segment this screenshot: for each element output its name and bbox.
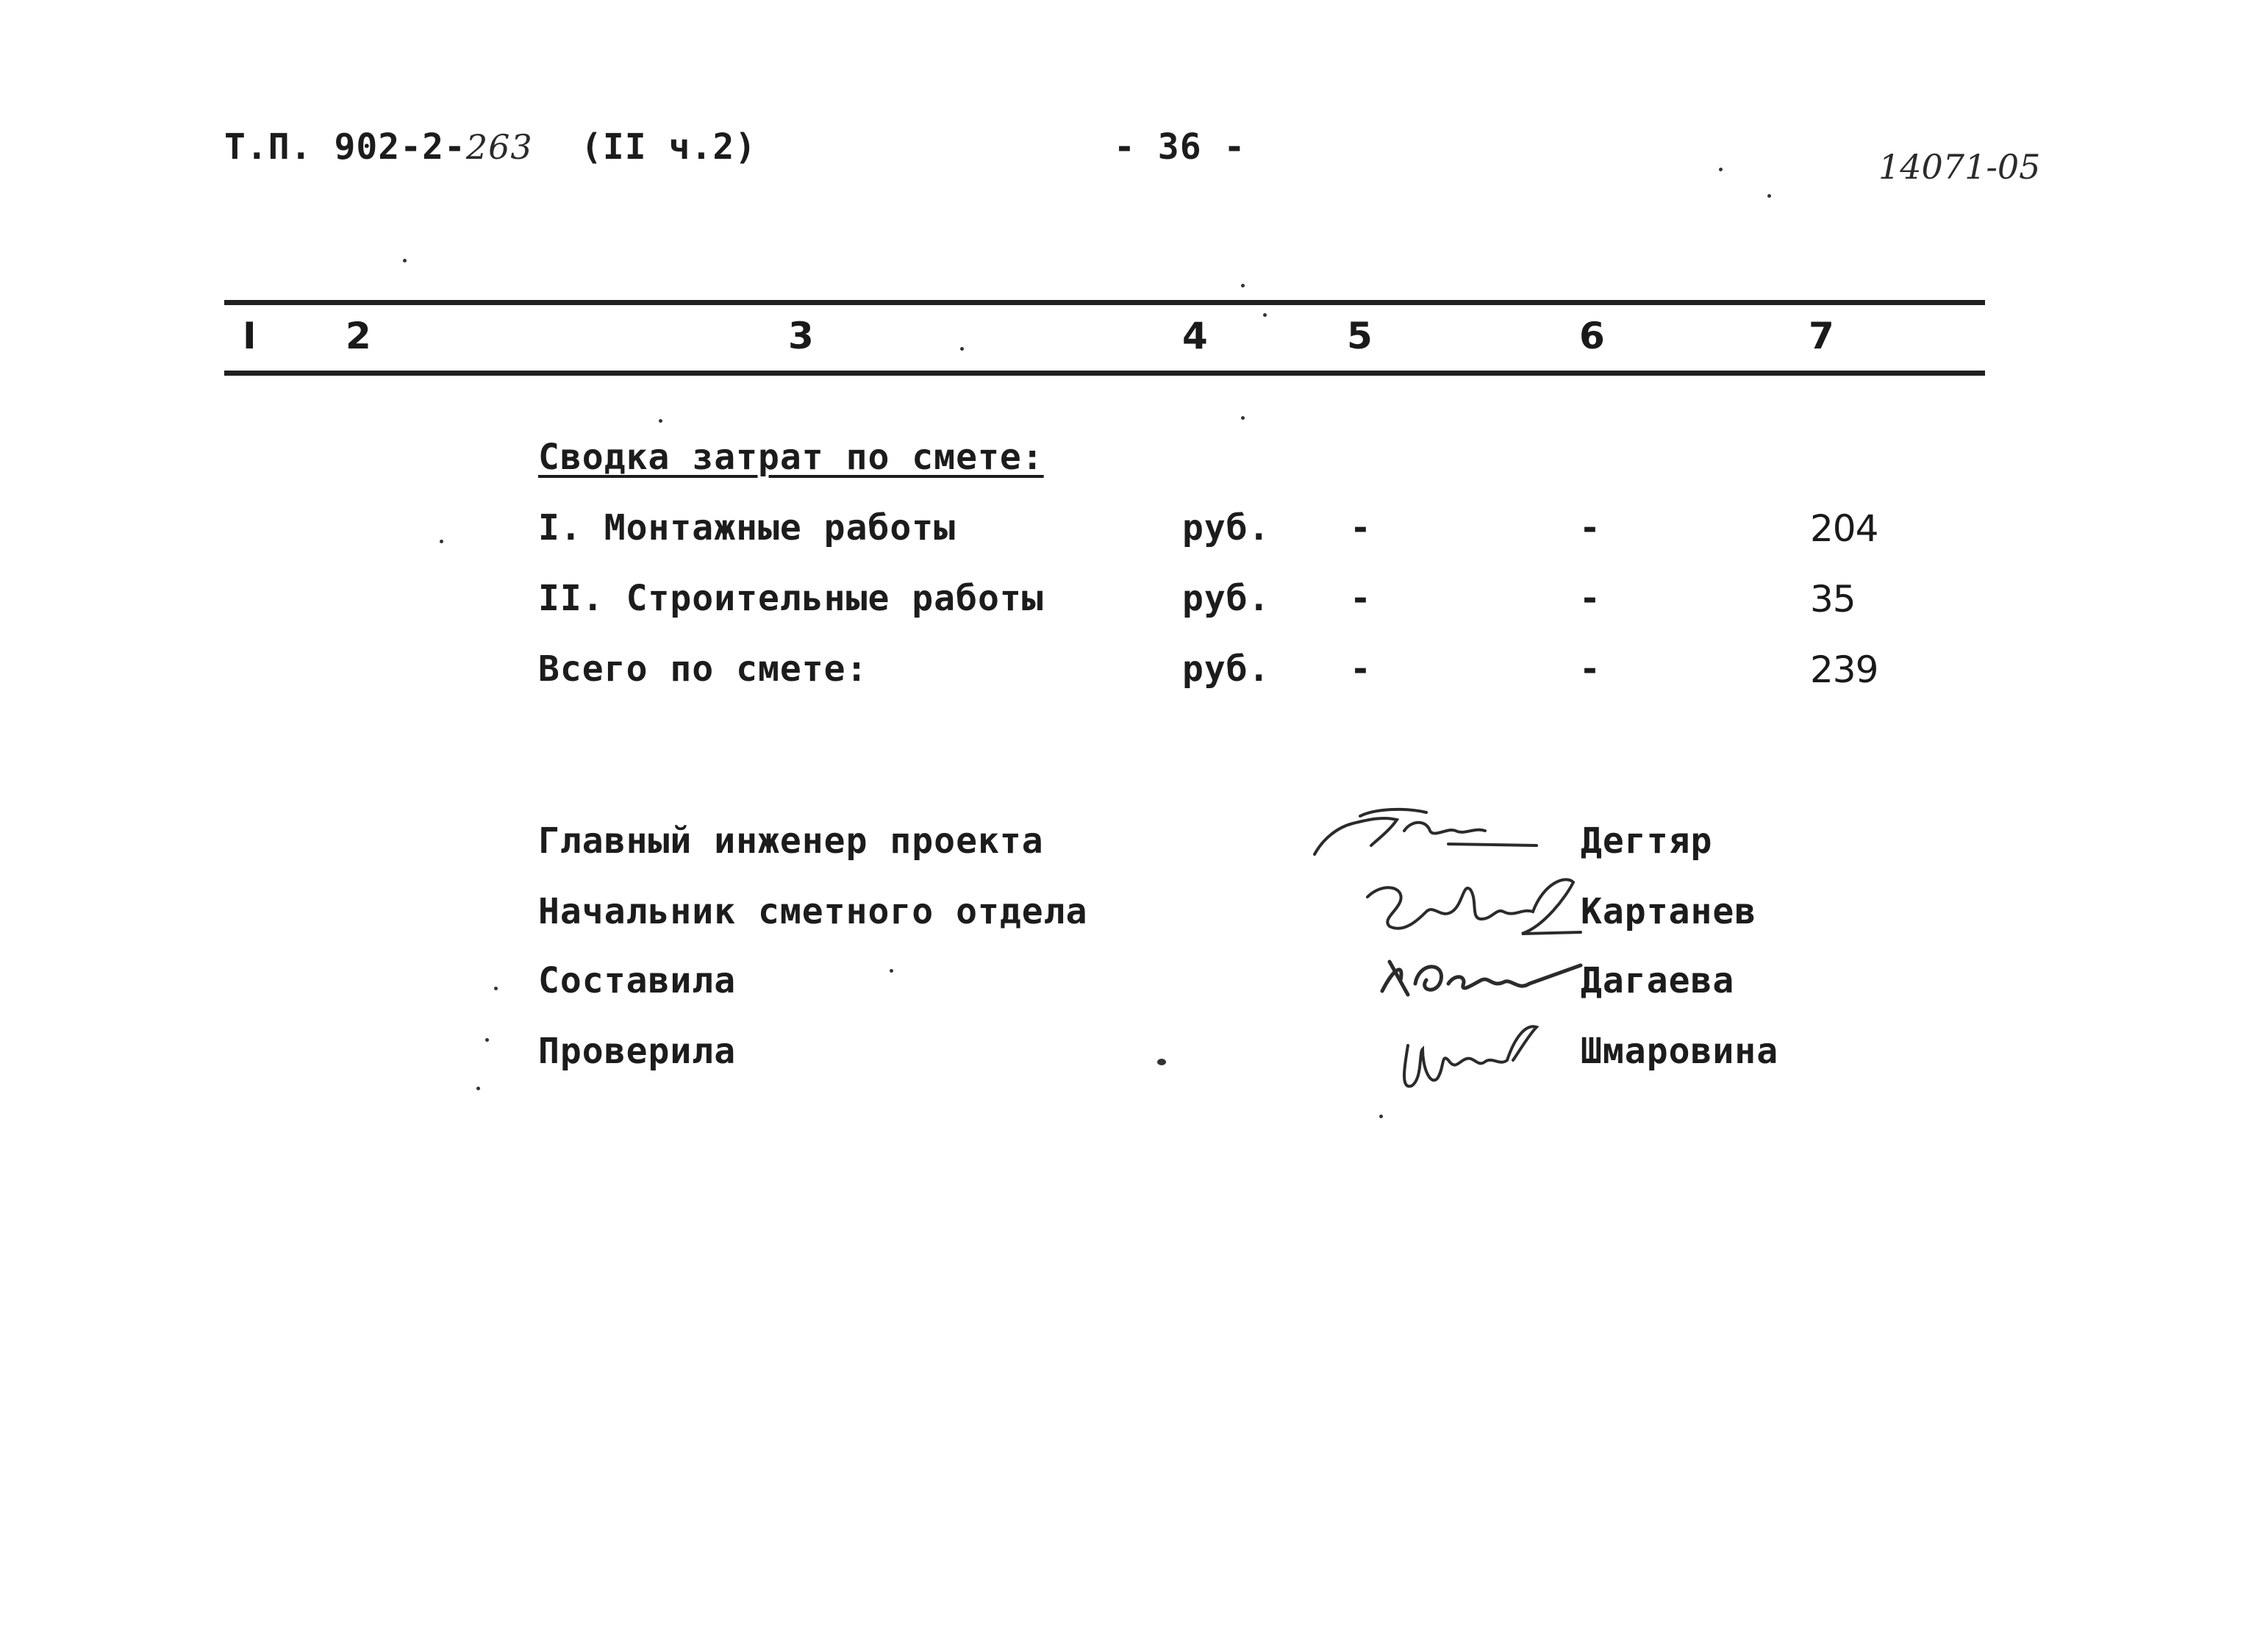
summary-row-col6: - bbox=[1579, 648, 1601, 690]
signature-name: Дегтяр bbox=[1581, 820, 1713, 862]
scan-speck bbox=[1157, 1059, 1166, 1065]
column-header-6: 6 bbox=[1579, 315, 1605, 357]
table-bottom-rule bbox=[224, 371, 1985, 376]
signature-scribble-2 bbox=[1360, 868, 1588, 948]
page-number: - 36 - bbox=[1114, 126, 1246, 168]
summary-title: Сводка затрат по смете: bbox=[538, 437, 1044, 478]
signature-role: Главный инженер проекта bbox=[538, 820, 1044, 862]
summary-total-value: 239 bbox=[1810, 648, 1878, 691]
summary-row-col6: - bbox=[1579, 578, 1601, 619]
column-header-3: 3 bbox=[788, 315, 814, 357]
scan-speck bbox=[476, 1087, 480, 1090]
signature-role: Начальник сметного отдела bbox=[538, 891, 1088, 932]
signature-role: Составила bbox=[538, 960, 737, 1001]
column-header-5: 5 bbox=[1347, 315, 1373, 357]
doc-part: (II ч.2) bbox=[581, 126, 757, 168]
summary-row-col6: - bbox=[1579, 507, 1601, 548]
scan-speck bbox=[1379, 1115, 1383, 1118]
summary-row-label: II. Строительные работы bbox=[538, 578, 1044, 619]
summary-row-value: 204 bbox=[1810, 507, 1878, 550]
scan-speck bbox=[1767, 194, 1771, 198]
scan-speck bbox=[1241, 284, 1245, 287]
column-header-2: 2 bbox=[346, 315, 371, 357]
signature-scribble-1 bbox=[1301, 787, 1544, 868]
doc-code-prefix: Т.П. 902-2- bbox=[224, 126, 466, 168]
scan-speck bbox=[659, 419, 662, 423]
archive-number: 14071-05 bbox=[1878, 147, 2041, 187]
doc-code bbox=[224, 126, 533, 168]
scan-speck bbox=[890, 969, 893, 973]
column-header-4: 4 bbox=[1182, 315, 1208, 357]
summary-row-value: 35 bbox=[1810, 578, 1856, 621]
summary-row-col5: - bbox=[1350, 578, 1372, 619]
summary-total-label: Всего по смете: bbox=[538, 648, 868, 690]
summary-row-unit: руб. bbox=[1182, 578, 1270, 619]
scan-speck bbox=[494, 987, 498, 990]
signature-scribble-3 bbox=[1375, 940, 1588, 1006]
column-header-7: 7 bbox=[1809, 315, 1834, 357]
scan-speck bbox=[485, 1038, 489, 1042]
scan-speck bbox=[403, 259, 407, 262]
summary-row-unit: руб. bbox=[1182, 507, 1270, 548]
summary-row-unit: руб. bbox=[1182, 648, 1270, 690]
column-header-1: I bbox=[243, 315, 257, 357]
signature-scribble-4 bbox=[1390, 1009, 1573, 1104]
doc-code-handwritten: 263 bbox=[465, 127, 533, 167]
summary-row-col5: - bbox=[1350, 648, 1372, 690]
scan-speck bbox=[1719, 168, 1723, 171]
scan-speck bbox=[1263, 313, 1267, 317]
signature-name: Дагаева bbox=[1581, 960, 1735, 1001]
signature-role: Проверила bbox=[538, 1031, 737, 1072]
signature-name: Шмаровина bbox=[1581, 1031, 1779, 1072]
summary-row-label: I. Монтажные работы bbox=[538, 507, 956, 548]
summary-row-col5: - bbox=[1350, 507, 1372, 548]
scan-speck bbox=[440, 540, 443, 543]
signature-name: Картанев bbox=[1581, 891, 1757, 932]
scan-speck bbox=[1241, 416, 1245, 420]
table-top-rule bbox=[224, 300, 1985, 305]
scan-speck bbox=[960, 347, 964, 351]
